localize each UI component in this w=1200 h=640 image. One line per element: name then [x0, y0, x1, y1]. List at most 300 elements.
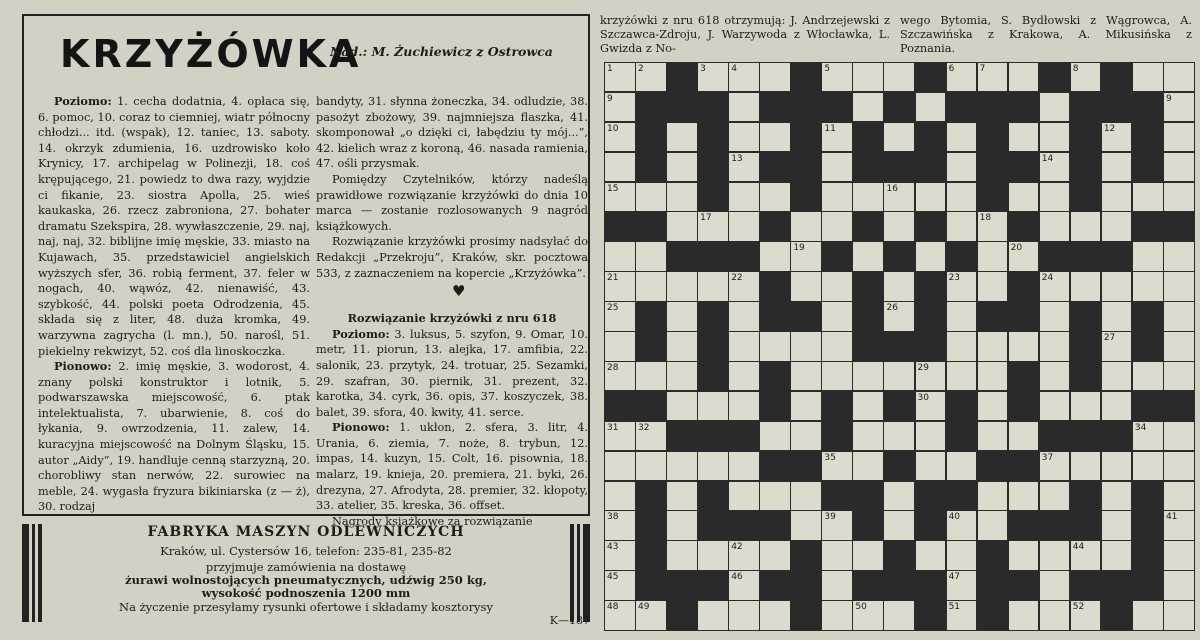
grid-cell[interactable]	[790, 211, 822, 241]
grid-cell-black	[1101, 570, 1133, 600]
grid-cell[interactable]	[1008, 331, 1040, 361]
grid-cell[interactable]	[821, 211, 853, 241]
grid-cell-black	[759, 271, 791, 301]
grid-cell-black	[635, 481, 667, 511]
grid-cell[interactable]	[915, 391, 947, 421]
grid-cell[interactable]	[790, 331, 822, 361]
grid-cell[interactable]	[1039, 92, 1071, 122]
grid-cell-black	[883, 570, 915, 600]
grid-cell[interactable]	[635, 600, 667, 630]
grid-cell[interactable]	[759, 62, 791, 92]
grid-cell-black	[1070, 152, 1102, 182]
grid-cell[interactable]	[852, 600, 884, 630]
grid-cell-black	[1070, 510, 1102, 540]
grid-cell[interactable]	[759, 331, 791, 361]
grid-cell-black	[759, 391, 791, 421]
clue-number: 5	[824, 64, 831, 74]
grid-cell[interactable]	[977, 331, 1009, 361]
grid-cell[interactable]	[821, 182, 853, 212]
grid-cell-black	[883, 540, 915, 570]
grid-cell[interactable]	[666, 122, 698, 152]
grid-cell[interactable]	[821, 540, 853, 570]
grid-cell-black	[821, 481, 853, 511]
grid-cell[interactable]	[604, 510, 636, 540]
grid-cell[interactable]	[604, 451, 636, 481]
grid-cell[interactable]	[604, 62, 636, 92]
grid-cell-black	[728, 421, 760, 451]
grid-cell[interactable]	[1070, 451, 1102, 481]
grid-cell[interactable]	[790, 241, 822, 271]
grid-cell[interactable]	[604, 481, 636, 511]
grid-cell[interactable]	[697, 451, 729, 481]
grid-cell[interactable]	[1039, 570, 1071, 600]
grid-cell-black	[1101, 92, 1133, 122]
grid-cell[interactable]	[946, 570, 978, 600]
grid-cell[interactable]	[883, 510, 915, 540]
grid-cell[interactable]	[635, 361, 667, 391]
grid-cell[interactable]	[1101, 122, 1133, 152]
grid-cell-black	[697, 361, 729, 391]
grid-cell-black	[790, 182, 822, 212]
grid-cell[interactable]	[666, 361, 698, 391]
clues-column-left	[38, 94, 310, 515]
grid-cell[interactable]	[759, 241, 791, 271]
grid-cell[interactable]	[1101, 301, 1133, 331]
grid-cell[interactable]	[759, 481, 791, 511]
grid-cell-black	[1070, 301, 1102, 331]
grid-cell[interactable]	[1163, 92, 1195, 122]
grid-cell[interactable]	[821, 331, 853, 361]
grid-cell[interactable]	[946, 451, 978, 481]
grid-cell-black	[1008, 391, 1040, 421]
grid-cell[interactable]	[946, 62, 978, 92]
grid-cell-black	[852, 510, 884, 540]
grid-cell-black	[1039, 62, 1071, 92]
clue-number: 48	[607, 602, 619, 613]
grid-cell-black	[1008, 570, 1040, 600]
grid-cell[interactable]	[1008, 122, 1040, 152]
grid-cell[interactable]	[635, 271, 667, 301]
clue-number: 29	[917, 362, 929, 373]
ad-code: K—187	[549, 614, 590, 627]
clue-number: 35	[824, 452, 836, 463]
clue-number: 14	[1041, 153, 1054, 164]
grid-cell-black	[1070, 122, 1102, 152]
grid-cell[interactable]	[1132, 182, 1164, 212]
grid-cell[interactable]	[666, 510, 698, 540]
grid-cell[interactable]	[977, 391, 1009, 421]
grid-cell[interactable]	[728, 182, 760, 212]
grid-cell[interactable]	[1039, 481, 1071, 511]
grid-cell[interactable]	[1101, 152, 1133, 182]
grid-cell-black	[697, 152, 729, 182]
grid-cell[interactable]	[604, 152, 636, 182]
clue-number: 40	[948, 512, 961, 523]
grid-cell-black	[883, 331, 915, 361]
grid-cell[interactable]	[852, 540, 884, 570]
grid-cell[interactable]	[883, 122, 915, 152]
grid-cell-black	[697, 481, 729, 511]
grid-cell-black	[1008, 451, 1040, 481]
grid-cell-black	[666, 600, 698, 630]
grid-cell[interactable]	[883, 600, 915, 630]
grid-cell[interactable]	[728, 122, 760, 152]
ad-company-name: FABRYKA MASZYN ODLEWNICZYCH	[147, 524, 465, 540]
grid-cell[interactable]	[977, 271, 1009, 301]
grid-cell-black	[635, 391, 667, 421]
grid-cell[interactable]	[1039, 122, 1071, 152]
grid-cell[interactable]	[728, 570, 760, 600]
grid-cell[interactable]	[821, 600, 853, 630]
grid-cell[interactable]	[728, 540, 760, 570]
grid-cell[interactable]	[1101, 361, 1133, 391]
grid-cell-black	[977, 152, 1009, 182]
grid-cell[interactable]	[852, 391, 884, 421]
grid-cell[interactable]	[1163, 510, 1195, 540]
grid-cell[interactable]	[635, 182, 667, 212]
grid-cell-black	[946, 241, 978, 271]
grid-cell[interactable]	[821, 361, 853, 391]
grid-cell[interactable]	[666, 301, 698, 331]
clue-number: 38	[607, 512, 619, 523]
grid-cell[interactable]	[915, 421, 947, 451]
grid-cell[interactable]	[1039, 540, 1071, 570]
grid-cell[interactable]	[604, 421, 636, 451]
grid-cell[interactable]	[728, 391, 760, 421]
grid-cell[interactable]	[946, 301, 978, 331]
grid-cell[interactable]	[821, 271, 853, 301]
grid-cell-black	[883, 92, 915, 122]
grid-cell-black	[852, 331, 884, 361]
grid-cell-black	[697, 122, 729, 152]
grid-cell[interactable]	[1101, 211, 1133, 241]
grid-cell[interactable]	[1039, 361, 1071, 391]
grid-cell[interactable]	[1163, 182, 1195, 212]
grid-cell[interactable]	[1163, 62, 1195, 92]
prizes-line: Nagrody książkowe za rozwiązanie	[332, 514, 533, 528]
grid-cell[interactable]	[790, 481, 822, 511]
heart-ornament: ♥	[452, 282, 466, 300]
clue-number: 12	[1103, 123, 1116, 134]
grid-cell-black	[759, 570, 791, 600]
grid-cell[interactable]	[604, 301, 636, 331]
grid-cell[interactable]	[1008, 62, 1040, 92]
grid-cell[interactable]	[946, 211, 978, 241]
grid-cell[interactable]	[1132, 600, 1164, 630]
grid-cell[interactable]	[1163, 331, 1195, 361]
grid-cell[interactable]	[977, 241, 1009, 271]
grid-cell[interactable]	[1101, 540, 1133, 570]
grid-cell[interactable]	[1070, 600, 1102, 630]
grid-cell[interactable]	[759, 600, 791, 630]
grid-cell[interactable]	[666, 331, 698, 361]
grid-cell[interactable]	[728, 361, 760, 391]
grid-cell[interactable]	[1101, 451, 1133, 481]
grid-cell[interactable]	[852, 182, 884, 212]
grid-cell[interactable]	[946, 152, 978, 182]
grid-cell[interactable]	[759, 182, 791, 212]
grid-cell[interactable]	[883, 361, 915, 391]
grid-cell[interactable]	[1132, 361, 1164, 391]
grid-cell-black	[790, 122, 822, 152]
grid-cell-black	[666, 241, 698, 271]
grid-cell[interactable]	[604, 570, 636, 600]
grid-cell-black	[915, 122, 947, 152]
grid-cell-black	[697, 182, 729, 212]
grid-cell[interactable]	[666, 271, 698, 301]
grid-cell[interactable]	[852, 421, 884, 451]
grid-cell[interactable]	[852, 92, 884, 122]
grid-cell[interactable]	[1163, 361, 1195, 391]
grid-cell[interactable]	[666, 451, 698, 481]
grid-cell[interactable]	[604, 361, 636, 391]
grid-cell-black	[1070, 241, 1102, 271]
grid-cell[interactable]	[666, 391, 698, 421]
grid-cell[interactable]	[821, 62, 853, 92]
grid-cell[interactable]	[1163, 301, 1195, 331]
grid-cell-black	[1039, 421, 1071, 451]
ad-bars-left	[22, 524, 42, 622]
grid-cell[interactable]	[1132, 62, 1164, 92]
clue-number: 37	[1041, 452, 1054, 463]
clue-number: 39	[824, 512, 836, 523]
grid-cell[interactable]	[1132, 421, 1164, 451]
grid-cell[interactable]	[759, 540, 791, 570]
grid-cell[interactable]	[946, 361, 978, 391]
grid-cell[interactable]	[635, 451, 667, 481]
grid-cell[interactable]	[977, 211, 1009, 241]
grid-cell[interactable]	[883, 62, 915, 92]
grid-cell-black	[1008, 510, 1040, 540]
clue-number: 17	[700, 213, 712, 224]
grid-cell[interactable]	[852, 241, 884, 271]
grid-cell[interactable]	[1163, 152, 1195, 182]
grid-cell[interactable]	[915, 182, 947, 212]
grid-cell[interactable]	[915, 92, 947, 122]
grid-cell[interactable]	[1163, 421, 1195, 451]
grid-cell[interactable]	[1163, 271, 1195, 301]
grid-cell[interactable]	[697, 600, 729, 630]
grid-cell[interactable]	[1101, 271, 1133, 301]
grid-cell[interactable]	[1039, 331, 1071, 361]
grid-cell[interactable]	[883, 481, 915, 511]
grid-cell[interactable]	[697, 271, 729, 301]
grid-cell-black	[946, 391, 978, 421]
solution-down-heading: Pionowo:	[332, 420, 390, 435]
grid-cell[interactable]	[635, 421, 667, 451]
grid-cell[interactable]	[604, 271, 636, 301]
grid-cell[interactable]	[852, 62, 884, 92]
grid-cell[interactable]	[915, 540, 947, 570]
grid-cell[interactable]	[915, 451, 947, 481]
grid-cell[interactable]	[1039, 600, 1071, 630]
grid-cell[interactable]	[1008, 241, 1040, 271]
grid-cell[interactable]	[728, 211, 760, 241]
grid-cell[interactable]	[1163, 570, 1195, 600]
grid-cell[interactable]	[759, 122, 791, 152]
grid-cell[interactable]	[821, 510, 853, 540]
grid-cell[interactable]	[1163, 481, 1195, 511]
grid-cell[interactable]	[977, 481, 1009, 511]
grid-cell[interactable]	[1070, 540, 1102, 570]
grid-cell-black	[915, 152, 947, 182]
grid-cell[interactable]	[604, 182, 636, 212]
grid-cell[interactable]	[1101, 182, 1133, 212]
crossword-grid	[604, 62, 1197, 634]
clue-number: 18	[979, 213, 992, 224]
grid-cell[interactable]	[728, 62, 760, 92]
grid-cell[interactable]	[915, 361, 947, 391]
grid-cell[interactable]	[635, 241, 667, 271]
grid-cell[interactable]	[1101, 391, 1133, 421]
grid-cell[interactable]	[1132, 241, 1164, 271]
grid-cell[interactable]	[604, 92, 636, 122]
grid-cell[interactable]	[604, 600, 636, 630]
grid-cell[interactable]	[790, 361, 822, 391]
grid-cell[interactable]	[1070, 391, 1102, 421]
grid-cell[interactable]	[883, 301, 915, 331]
grid-cell[interactable]	[728, 271, 760, 301]
grid-cell[interactable]	[1008, 481, 1040, 511]
grid-cell[interactable]	[790, 510, 822, 540]
grid-cell[interactable]	[821, 451, 853, 481]
grid-cell[interactable]	[1163, 241, 1195, 271]
grid-cell[interactable]	[1101, 510, 1133, 540]
grid-cell[interactable]	[728, 301, 760, 331]
grid-cell[interactable]	[759, 421, 791, 451]
grid-cell[interactable]	[666, 540, 698, 570]
grid-cell[interactable]	[1070, 211, 1102, 241]
grid-cell[interactable]	[728, 92, 760, 122]
grid-cell-black	[852, 301, 884, 331]
grid-cell-black	[1132, 391, 1164, 421]
grid-cell[interactable]	[604, 122, 636, 152]
grid-cell-black	[635, 211, 667, 241]
grid-cell[interactable]	[697, 62, 729, 92]
grid-cell[interactable]	[1070, 62, 1102, 92]
grid-cell-black	[1070, 182, 1102, 212]
grid-cell[interactable]	[1008, 421, 1040, 451]
grid-cell[interactable]	[883, 271, 915, 301]
grid-cell-black	[1039, 241, 1071, 271]
grid-cell[interactable]	[883, 211, 915, 241]
grid-cell[interactable]	[697, 211, 729, 241]
grid-cell[interactable]	[635, 62, 667, 92]
grid-cell[interactable]	[666, 211, 698, 241]
grid-cell[interactable]	[1039, 211, 1071, 241]
clue-number: 50	[855, 602, 867, 613]
grid-cell-black	[697, 92, 729, 122]
grid-cell[interactable]	[821, 301, 853, 331]
grid-cell[interactable]	[1132, 271, 1164, 301]
grid-cell[interactable]	[697, 540, 729, 570]
grid-cell[interactable]	[666, 182, 698, 212]
grid-cell[interactable]	[946, 122, 978, 152]
grid-cell[interactable]	[946, 331, 978, 361]
grid-cell[interactable]	[883, 182, 915, 212]
grid-cell[interactable]	[946, 600, 978, 630]
grid-cell[interactable]	[1008, 540, 1040, 570]
grid-cell[interactable]	[1039, 271, 1071, 301]
grid-cell-black	[759, 361, 791, 391]
grid-cell[interactable]	[977, 361, 1009, 391]
solution-heading: Rozwiązanie krzyżówki z nru 618	[347, 311, 557, 326]
grid-cell[interactable]	[977, 510, 1009, 540]
grid-cell[interactable]	[821, 122, 853, 152]
grid-cell[interactable]	[1132, 451, 1164, 481]
grid-cell[interactable]	[604, 241, 636, 271]
ad-bars-right	[570, 524, 590, 622]
grid-cell[interactable]	[728, 152, 760, 182]
grid-cell[interactable]	[1008, 600, 1040, 630]
grid-cell[interactable]	[728, 481, 760, 511]
grid-cell[interactable]	[946, 182, 978, 212]
grid-cell[interactable]	[946, 510, 978, 540]
grid-cell[interactable]	[728, 600, 760, 630]
grid-cell[interactable]	[1163, 600, 1195, 630]
page-title: KRZYŻÓWKA	[60, 32, 362, 76]
grid-cell[interactable]	[790, 421, 822, 451]
grid-cell[interactable]	[1163, 451, 1195, 481]
grid-cell-black	[790, 570, 822, 600]
grid-cell[interactable]	[1039, 152, 1071, 182]
ad-line-offer: Na życzenie przesyłamy rysunki ofertowe i składamy kosztorysy	[119, 600, 493, 614]
grid-cell[interactable]	[697, 391, 729, 421]
grid-cell-black	[666, 570, 698, 600]
grid-cell[interactable]	[852, 451, 884, 481]
grid-cell[interactable]	[977, 421, 1009, 451]
grid-cell[interactable]	[1039, 391, 1071, 421]
grid-cell[interactable]	[821, 152, 853, 182]
grid-cell[interactable]	[728, 331, 760, 361]
grid-cell[interactable]	[604, 540, 636, 570]
grid-cell-black	[635, 510, 667, 540]
grid-cell[interactable]	[883, 421, 915, 451]
grid-cell[interactable]	[1039, 301, 1071, 331]
grid-cell[interactable]	[728, 451, 760, 481]
grid-cell-black	[883, 241, 915, 271]
grid-cell[interactable]	[790, 391, 822, 421]
grid-cell[interactable]	[977, 62, 1009, 92]
grid-cell[interactable]	[946, 271, 978, 301]
grid-cell-black	[1008, 92, 1040, 122]
grid-cell-black	[604, 211, 636, 241]
grid-cell[interactable]	[790, 271, 822, 301]
grid-cell-black	[635, 301, 667, 331]
grid-cell[interactable]	[852, 361, 884, 391]
grid-cell[interactable]	[1008, 182, 1040, 212]
grid-cell[interactable]	[1163, 540, 1195, 570]
grid-cell[interactable]	[1070, 271, 1102, 301]
grid-cell[interactable]	[1101, 331, 1133, 361]
grid-cell-black	[759, 510, 791, 540]
grid-cell[interactable]	[604, 331, 636, 361]
grid-cell-black	[1132, 211, 1164, 241]
grid-cell[interactable]	[915, 241, 947, 271]
grid-cell[interactable]	[1163, 122, 1195, 152]
grid-cell-black	[852, 481, 884, 511]
grid-cell-black	[1163, 211, 1195, 241]
grid-cell[interactable]	[666, 481, 698, 511]
grid-cell[interactable]	[1101, 481, 1133, 511]
grid-cell-black	[1132, 122, 1164, 152]
grid-cell[interactable]	[1039, 451, 1071, 481]
grid-cell[interactable]	[666, 152, 698, 182]
grid-cell[interactable]	[821, 570, 853, 600]
grid-cell[interactable]	[946, 540, 978, 570]
grid-cell-black	[1132, 152, 1164, 182]
grid-cell[interactable]	[1039, 182, 1071, 212]
